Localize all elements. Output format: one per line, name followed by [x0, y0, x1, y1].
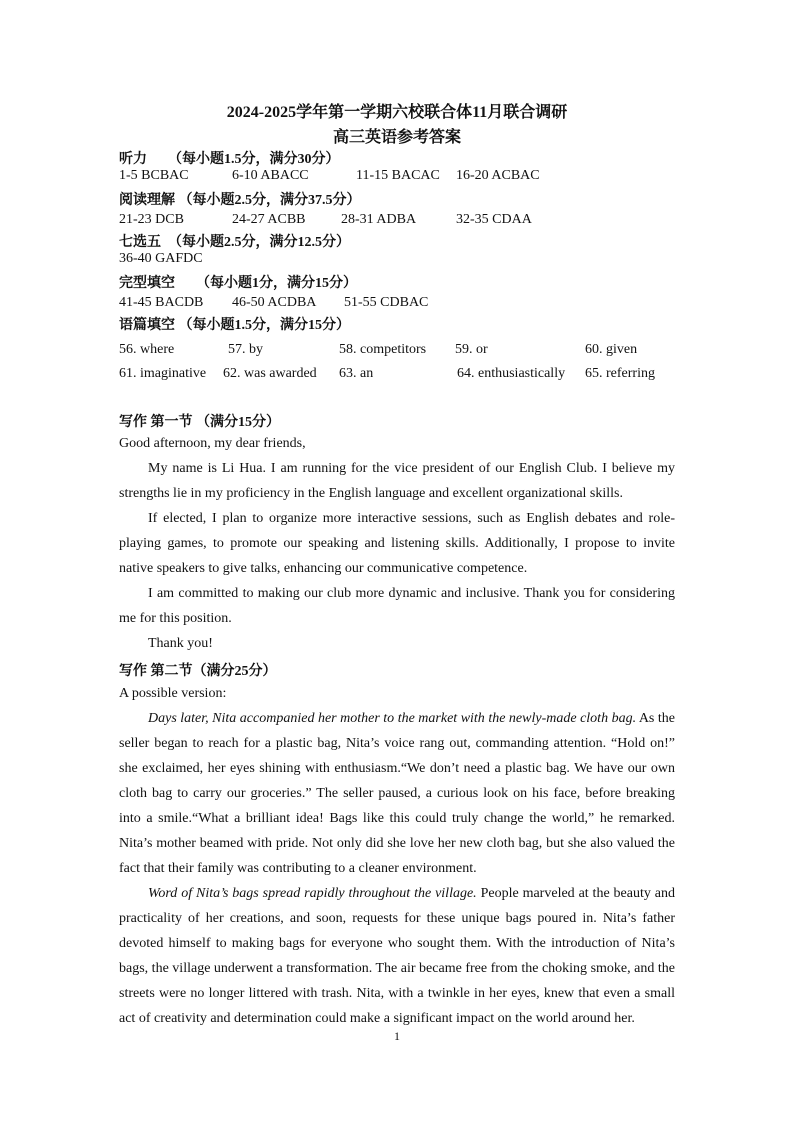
answer-item: 61. imaginative [119, 366, 207, 381]
paragraph-lead-sentence: Word of Nita’s bags spread rapidly throughout the village. [148, 886, 477, 901]
page-number: 1 [394, 1029, 400, 1043]
document-title: 2024-2025学年第一学期六校联合体11月联合调研 [226, 104, 568, 121]
cloze-answers [119, 295, 719, 313]
answer-item: 32-35 CDAA [456, 212, 532, 227]
writing2-paragraph [119, 706, 675, 881]
answer-item: 56. where [119, 342, 175, 357]
seven-five-heading: 七选五 （每小题2.5分，满分12.5分） [119, 235, 350, 250]
answer-item: 46-50 ACDBA [232, 295, 317, 310]
answer-item: 36-40 GAFDC [119, 251, 203, 266]
answer-item: 58. competitors [339, 342, 427, 357]
answer-item: 6-10 ABACC [232, 168, 309, 183]
writing1-greeting: Good afternoon, my dear friends, [119, 436, 306, 451]
writing2-heading: 写作 第二节（满分25分） [119, 664, 277, 679]
writing2-paragraph [119, 881, 675, 1031]
paragraph-body: As the seller began to reach for a plastic bag, Nita’s voice rang out, commanding attention. “Hold on!” she exclaimed, her eyes shining with enthusiasm.“We don’t need a plastic bag. We have our own cloth bag to carry our groceries.” The seller paused, a curious look on his face, before breaking into a smile.“What a brilliant idea! Bags like this could truly change the world,” he remarked. Nita’s mother beamed with pride. Not only did she love her new cloth bag, but she also valued the fact that their family was contributing to a cleaner environment. [119, 711, 675, 876]
answer-item: 21-23 DCB [119, 212, 184, 227]
document-subtitle: 高三英语参考答案 [332, 129, 461, 146]
writing1-heading: 写作 第一节 （满分15分） [119, 415, 280, 430]
writing2-intro: A possible version: [119, 686, 227, 701]
seven-five-answers [119, 251, 719, 269]
answer-item: 62. was awarded [223, 366, 317, 381]
writing1-paragraph: My name is Li Hua. I am running for the vice president of our English Club. I believe my strengths lie in my proficiency in the English language and excellent organizational skills. [119, 461, 675, 501]
writing1-paragraph: I am committed to making our club more dynamic and inclusive. Thank you for considering me for this position. [119, 586, 675, 626]
paragraph-lead-sentence: Days later, Nita accompanied her mother to the market with the newly-made cloth bag. [148, 711, 637, 726]
answer-item: 60. given [585, 342, 638, 357]
listening-answers [119, 168, 719, 186]
grammar-answers-row1 [119, 342, 719, 360]
writing1-paragraph: If elected, I plan to organize more interactive sessions, such as English debates and role-playing games, to promote our speaking and listening skills. Additionally, I propose to invite native speakers to give talks, enhancing our communicative competence. [119, 511, 675, 576]
paragraph-body: People marveled at the beauty and practicality of her creations, and soon, requests for these unique bags poured in. Nita’s father devoted himself to making bags for everyone who sought them. With the introduction of Nita’s bags, the village underwent a transformation. The air became free from the choking smoke, and the streets were no longer littered with trash. Nita, with a twinkle in her eyes, knew that even a small act of creativity and determination could make a significant impact on the world around her. [119, 886, 675, 1026]
answer-item: 16-20 ACBAC [456, 168, 540, 183]
listening-heading: 听力 （每小题1.5分，满分30分） [119, 152, 340, 167]
grammar-heading: 语篇填空 （每小题1.5分，满分15分） [119, 318, 350, 333]
reading-heading: 阅读理解 （每小题2.5分，满分37.5分） [119, 193, 361, 208]
answer-item: 51-55 CDBAC [344, 295, 429, 310]
answer-item: 28-31 ADBA [341, 212, 417, 227]
grammar-answers-row2 [119, 366, 719, 384]
answer-item: 41-45 BACDB [119, 295, 204, 310]
answer-item: 63. an [339, 366, 374, 381]
answer-item: 65. referring [585, 366, 655, 381]
answer-item: 11-15 BACAC [356, 168, 440, 183]
answer-item: 59. or [455, 342, 488, 357]
writing1-closing: Thank you! [148, 636, 213, 651]
answer-item: 64. enthusiastically [457, 366, 566, 381]
answer-item: 24-27 ACBB [232, 212, 306, 227]
cloze-heading: 完型填空 （每小题1分，满分15分） [119, 276, 357, 291]
answer-item: 1-5 BCBAC [119, 168, 189, 183]
answer-item: 57. by [228, 342, 263, 357]
reading-answers [119, 212, 719, 230]
